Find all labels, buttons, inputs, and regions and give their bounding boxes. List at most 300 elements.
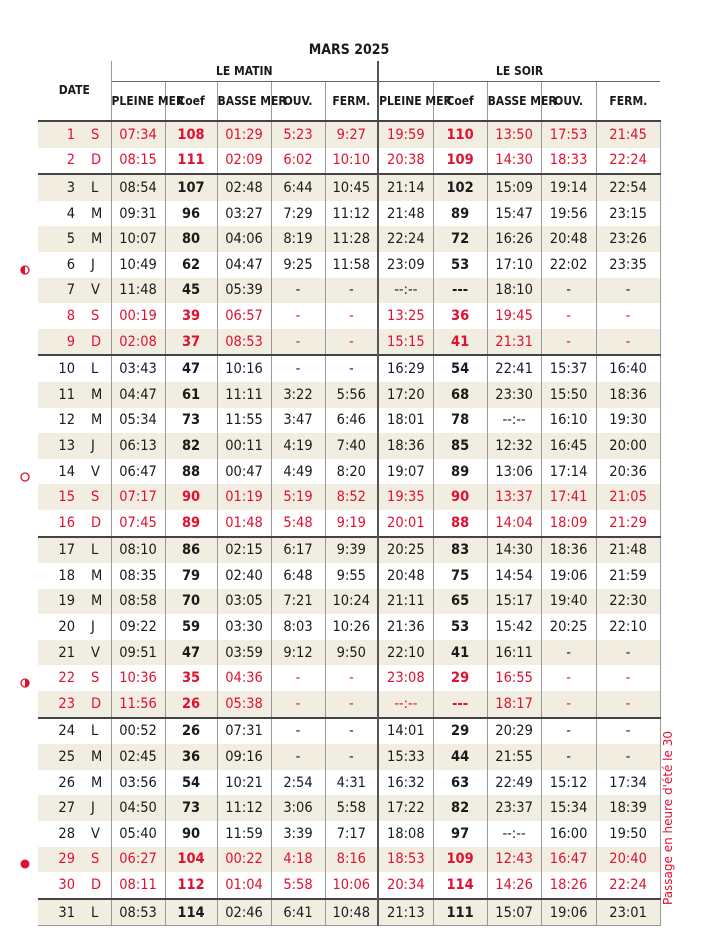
day-cell: 22 (58, 670, 75, 687)
weekday-cell: S (87, 484, 111, 510)
day-cell: 18 (58, 567, 75, 584)
evening-low-tide-cell: 15:47 (487, 201, 541, 227)
evening-low-tide-cell: 21:55 (487, 744, 541, 770)
evening-coef-cell: 53 (433, 252, 487, 278)
morning-low-tide-cell: 03:05 (217, 589, 271, 615)
evening-coef-cell: 54 (433, 355, 487, 382)
day-cell: 30 (58, 877, 75, 894)
morning-close-cell: 7:17 (325, 821, 378, 847)
day-cell: 7 (38, 278, 87, 304)
evening-high-tide-cell: 13:25 (378, 303, 433, 329)
morning-open-cell: 3:06 (271, 795, 325, 821)
evening-high-tide-cell: 18:08 (378, 821, 433, 847)
evening-open-cell: 18:26 (541, 872, 596, 899)
evening-coef-cell: --- (433, 278, 487, 304)
col-coef-matin: Coef (165, 82, 217, 122)
morning-low-tide-cell: 11:55 (217, 408, 271, 434)
morning-low-tide-cell: 10:16 (217, 355, 271, 382)
day-cell: 3 (38, 174, 87, 201)
evening-close-cell: 23:26 (596, 226, 660, 252)
evening-low-tide-cell: --:-- (487, 821, 541, 847)
date-header: DATE (38, 61, 111, 121)
evening-open-cell: 20:48 (541, 226, 596, 252)
morning-low-tide-cell: 00:47 (217, 459, 271, 485)
evening-close-cell: 20:36 (596, 459, 660, 485)
weekday-cell: S (87, 303, 111, 329)
dst-note: Passage en heure d'été le 30 (661, 731, 675, 905)
evening-high-tide-cell: 21:48 (378, 201, 433, 227)
col-ferm-matin: FERM. (325, 82, 378, 122)
table-row (38, 121, 660, 148)
evening-low-tide-cell: 16:55 (487, 665, 541, 691)
tide-table (38, 61, 661, 926)
evening-close-cell: 17:34 (596, 770, 660, 796)
evening-low-tide-cell: 18:10 (487, 278, 541, 304)
morning-coef-cell: 35 (165, 665, 217, 691)
morning-close-cell: - (325, 278, 378, 304)
morning-high-tide-cell: 09:22 (111, 614, 165, 640)
weekday-cell: S (87, 847, 111, 873)
weekday-cell: V (87, 640, 111, 666)
evening-open-cell: 15:12 (541, 770, 596, 796)
evening-high-tide-cell: 17:22 (378, 795, 433, 821)
morning-high-tide-cell: 05:34 (111, 408, 165, 434)
table-row (38, 484, 660, 510)
day-cell: 13 (38, 433, 87, 459)
morning-coef-cell: 86 (165, 537, 217, 564)
evening-coef-cell: --- (433, 691, 487, 718)
day-cell: 12 (58, 412, 75, 429)
morning-open-cell: 8:19 (271, 226, 325, 252)
morning-close-cell: - (325, 665, 378, 691)
morning-low-tide-cell: 02:46 (217, 899, 271, 926)
morning-open-cell: 6:48 (271, 563, 325, 589)
evening-open-cell: 19:40 (541, 589, 596, 615)
weekday-cell: D (87, 148, 111, 175)
morning-coef-cell: 107 (165, 174, 217, 201)
evening-open-cell: - (541, 665, 596, 691)
morning-close-cell: 8:20 (325, 459, 378, 485)
evening-high-tide-cell: 20:25 (378, 537, 433, 564)
evening-close-cell: - (596, 329, 660, 356)
evening-coef-cell: 89 (433, 201, 487, 227)
evening-open-cell: 17:41 (541, 484, 596, 510)
evening-high-tide-cell: 22:10 (378, 640, 433, 666)
morning-open-cell: - (271, 278, 325, 304)
evening-close-cell: 22:54 (596, 174, 660, 201)
morning-open-cell: 5:48 (271, 510, 325, 537)
evening-open-cell: - (541, 691, 596, 718)
table-row (38, 691, 660, 718)
morning-coef-cell: 104 (165, 847, 217, 873)
morning-high-tide-cell: 08:53 (111, 899, 165, 926)
morning-low-tide-cell: 01:29 (217, 121, 271, 148)
day-cell: 19 (38, 589, 87, 615)
morning-low-tide-cell: 11:12 (217, 795, 271, 821)
morning-high-tide-cell: 11:48 (111, 278, 165, 304)
morning-close-cell: 7:40 (325, 433, 378, 459)
evening-open-cell: 18:36 (541, 537, 596, 564)
evening-open-cell: 20:25 (541, 614, 596, 640)
evening-low-tide-cell: 14:04 (487, 510, 541, 537)
weekday-cell: M (87, 226, 111, 252)
evening-close-cell: - (596, 744, 660, 770)
evening-coef-cell: 97 (433, 821, 487, 847)
weekday-cell: J (87, 795, 111, 821)
evening-open-cell: - (541, 303, 596, 329)
morning-close-cell: 9:19 (325, 510, 378, 537)
table-row (38, 329, 660, 356)
evening-coef-cell: 68 (433, 382, 487, 408)
evening-close-cell: - (596, 303, 660, 329)
evening-close-cell: 16:40 (596, 355, 660, 382)
morning-low-tide-cell: 11:59 (217, 821, 271, 847)
day-cell: 8 (66, 307, 75, 324)
evening-low-tide-cell: 13:37 (487, 484, 541, 510)
evening-close-cell: 18:36 (596, 382, 660, 408)
evening-high-tide-cell: 22:24 (378, 226, 433, 252)
morning-open-cell: 7:21 (271, 589, 325, 615)
evening-close-cell: 22:30 (596, 589, 660, 615)
day-cell: 26 (58, 774, 75, 791)
weekday-cell: L (87, 899, 111, 926)
evening-low-tide-cell: 21:31 (487, 329, 541, 356)
day-cell: 2 (66, 152, 75, 169)
table-row (38, 510, 660, 537)
morning-coef-cell: 59 (165, 614, 217, 640)
morning-low-tide-cell: 11:11 (217, 382, 271, 408)
morning-low-tide-cell: 01:48 (217, 510, 271, 537)
morning-open-cell: 4:19 (271, 433, 325, 459)
weekday-cell: M (87, 408, 111, 434)
evening-close-cell: 21:29 (596, 510, 660, 537)
day-cell: 27 (38, 795, 87, 821)
evening-open-cell: - (541, 329, 596, 356)
evening-coef-cell: 75 (433, 563, 487, 589)
day-cell: 24 (38, 718, 87, 745)
table-row (38, 433, 660, 459)
morning-high-tide-cell: 06:13 (111, 433, 165, 459)
weekday-cell: V (87, 278, 111, 304)
morning-close-cell: 9:39 (325, 537, 378, 564)
evening-close-cell: 22:24 (596, 148, 660, 175)
evening-close-cell: 18:39 (596, 795, 660, 821)
evening-low-tide-cell: 23:37 (487, 795, 541, 821)
evening-low-tide-cell: 20:29 (487, 718, 541, 745)
morning-open-cell: 2:54 (271, 770, 325, 796)
morning-low-tide-cell: 08:53 (217, 329, 271, 356)
evening-open-cell: 19:56 (541, 201, 596, 227)
morning-coef-cell: 45 (165, 278, 217, 304)
morning-coef-cell: 39 (165, 303, 217, 329)
table-row (38, 847, 660, 873)
evening-high-tide-cell: 18:01 (378, 408, 433, 434)
evening-low-tide-cell: 14:26 (487, 872, 541, 899)
morning-low-tide-cell: 02:15 (217, 537, 271, 564)
table-row (38, 537, 660, 564)
evening-low-tide-cell: 23:30 (487, 382, 541, 408)
evening-open-cell: - (541, 640, 596, 666)
morning-close-cell: 8:16 (325, 847, 378, 873)
evening-coef-cell: 89 (433, 459, 487, 485)
evening-close-cell: 21:45 (596, 121, 660, 148)
morning-low-tide-cell: 09:16 (217, 744, 271, 770)
evening-open-cell: 19:06 (541, 899, 596, 926)
evening-high-tide-cell: 15:15 (378, 329, 433, 356)
morning-open-cell: 6:41 (271, 899, 325, 926)
day-cell: 23 (38, 691, 87, 718)
morning-close-cell: 10:26 (325, 614, 378, 640)
evening-open-cell: 15:34 (541, 795, 596, 821)
evening-high-tide-cell: 23:09 (378, 252, 433, 278)
evening-high-tide-cell: --:-- (378, 691, 433, 718)
morning-header: LE MATIN (111, 61, 378, 82)
morning-open-cell: 3:39 (271, 821, 325, 847)
evening-coef-cell: 63 (433, 770, 487, 796)
day-cell: 9 (38, 329, 87, 356)
morning-open-cell: - (271, 718, 325, 745)
weekday-cell: V (87, 459, 111, 485)
evening-close-cell: 21:05 (596, 484, 660, 510)
evening-high-tide-cell: 20:01 (378, 510, 433, 537)
morning-coef-cell: 90 (165, 484, 217, 510)
morning-open-cell: 5:58 (271, 872, 325, 899)
morning-coef-cell: 114 (165, 899, 217, 926)
morning-low-tide-cell: 00:22 (217, 847, 271, 873)
morning-coef-cell: 111 (165, 148, 217, 175)
morning-open-cell: 7:29 (271, 201, 325, 227)
morning-open-cell: 4:49 (271, 459, 325, 485)
weekday-cell: S (87, 665, 111, 691)
weekday-cell: D (87, 510, 111, 537)
evening-low-tide-cell: 17:10 (487, 252, 541, 278)
morning-close-cell: 9:27 (325, 121, 378, 148)
evening-close-cell: 22:24 (596, 872, 660, 899)
evening-close-cell: 23:01 (596, 899, 660, 926)
new-moon-icon (20, 854, 30, 864)
morning-open-cell: - (271, 665, 325, 691)
morning-close-cell: 5:56 (325, 382, 378, 408)
morning-close-cell: - (325, 329, 378, 356)
day-cell: 17 (38, 537, 87, 564)
col-pleine-mer-soir: PLEINE MER (378, 82, 433, 122)
morning-low-tide-cell: 04:47 (217, 252, 271, 278)
table-row (38, 278, 660, 304)
table-row (38, 744, 660, 770)
morning-low-tide-cell: 01:19 (217, 484, 271, 510)
evening-high-tide-cell: 20:38 (378, 148, 433, 175)
morning-low-tide-cell: 01:04 (217, 872, 271, 899)
evening-low-tide-cell: 13:50 (487, 121, 541, 148)
morning-close-cell: 11:12 (325, 201, 378, 227)
table-row (38, 640, 660, 666)
morning-low-tide-cell: 03:59 (217, 640, 271, 666)
morning-close-cell: 10:10 (325, 148, 378, 175)
weekday-cell: J (87, 614, 111, 640)
morning-close-cell: 10:45 (325, 174, 378, 201)
morning-low-tide-cell: 03:30 (217, 614, 271, 640)
evening-low-tide-cell: 22:41 (487, 355, 541, 382)
evening-low-tide-cell: 15:09 (487, 174, 541, 201)
morning-coef-cell: 61 (165, 382, 217, 408)
morning-low-tide-cell: 02:09 (217, 148, 271, 175)
col-ferm-soir: FERM. (596, 82, 660, 122)
day-cell: 6 (66, 256, 75, 273)
evening-coef-cell: 82 (433, 795, 487, 821)
page-title: MARS 2025 (308, 42, 390, 58)
morning-open-cell: 6:02 (271, 148, 325, 175)
evening-high-tide-cell: 20:34 (378, 872, 433, 899)
col-basse-mer-soir: BASSE MER (487, 82, 541, 122)
weekday-cell: D (87, 329, 111, 356)
morning-close-cell: - (325, 303, 378, 329)
morning-close-cell: 5:58 (325, 795, 378, 821)
evening-close-cell: - (596, 640, 660, 666)
evening-coef-cell: 44 (433, 744, 487, 770)
evening-high-tide-cell: 23:08 (378, 665, 433, 691)
morning-low-tide-cell: 05:38 (217, 691, 271, 718)
evening-low-tide-cell: 12:32 (487, 433, 541, 459)
evening-open-cell: 18:33 (541, 148, 596, 175)
evening-low-tide-cell: 22:49 (487, 770, 541, 796)
weekday-cell: L (87, 174, 111, 201)
evening-open-cell: - (541, 278, 596, 304)
morning-close-cell: 11:58 (325, 252, 378, 278)
morning-coef-cell: 73 (165, 795, 217, 821)
evening-open-cell: 18:09 (541, 510, 596, 537)
morning-coef-cell: 79 (165, 563, 217, 589)
day-cell: 14 (58, 463, 75, 480)
morning-coef-cell: 112 (165, 872, 217, 899)
morning-coef-cell: 54 (165, 770, 217, 796)
morning-open-cell: 3:47 (271, 408, 325, 434)
morning-coef-cell: 90 (165, 821, 217, 847)
day-cell: 16 (58, 514, 75, 531)
morning-close-cell: - (325, 691, 378, 718)
table-row (38, 382, 660, 408)
morning-high-tide-cell: 08:11 (111, 872, 165, 899)
table-row (38, 770, 660, 796)
evening-close-cell: - (596, 665, 660, 691)
morning-high-tide-cell: 09:31 (111, 201, 165, 227)
evening-high-tide-cell: 19:35 (378, 484, 433, 510)
day-cell: 11 (38, 382, 87, 408)
evening-coef-cell: 53 (433, 614, 487, 640)
evening-coef-cell: 29 (433, 718, 487, 745)
morning-open-cell: 8:03 (271, 614, 325, 640)
morning-open-cell: 5:23 (271, 121, 325, 148)
evening-close-cell: 22:10 (596, 614, 660, 640)
morning-close-cell: - (325, 744, 378, 770)
evening-close-cell: 21:48 (596, 537, 660, 564)
morning-high-tide-cell: 02:08 (111, 329, 165, 356)
morning-coef-cell: 70 (165, 589, 217, 615)
evening-low-tide-cell: 15:07 (487, 899, 541, 926)
evening-coef-cell: 110 (433, 121, 487, 148)
evening-high-tide-cell: 21:36 (378, 614, 433, 640)
evening-close-cell: - (596, 691, 660, 718)
morning-coef-cell: 96 (165, 201, 217, 227)
table-row (38, 303, 660, 329)
table-row (38, 408, 660, 434)
day-cell: 15 (38, 484, 87, 510)
table-row (38, 614, 660, 640)
morning-open-cell: - (271, 303, 325, 329)
morning-high-tide-cell: 08:15 (111, 148, 165, 175)
day-cell: 10 (38, 355, 87, 382)
morning-low-tide-cell: 10:21 (217, 770, 271, 796)
evening-close-cell: 19:30 (596, 408, 660, 434)
day-cell: 25 (38, 744, 87, 770)
weekday-cell: M (87, 770, 111, 796)
evening-low-tide-cell: 14:30 (487, 148, 541, 175)
first-quarter-moon-icon (20, 260, 30, 270)
weekday-cell: M (87, 589, 111, 615)
evening-close-cell: 20:00 (596, 433, 660, 459)
weekday-cell: J (87, 252, 111, 278)
weekday-cell: D (87, 872, 111, 899)
evening-coef-cell: 111 (433, 899, 487, 926)
day-cell: 31 (38, 899, 87, 926)
morning-coef-cell: 88 (165, 459, 217, 485)
evening-open-cell: 15:37 (541, 355, 596, 382)
morning-open-cell: 9:25 (271, 252, 325, 278)
evening-low-tide-cell: --:-- (487, 408, 541, 434)
morning-high-tide-cell: 07:17 (111, 484, 165, 510)
evening-coef-cell: 88 (433, 510, 487, 537)
table-row (38, 563, 660, 589)
morning-low-tide-cell: 02:48 (217, 174, 271, 201)
evening-high-tide-cell: 19:07 (378, 459, 433, 485)
weekday-cell: M (87, 744, 111, 770)
evening-high-tide-cell: 20:48 (378, 563, 433, 589)
evening-coef-cell: 78 (433, 408, 487, 434)
col-ouv-matin: OUV. (271, 82, 325, 122)
morning-close-cell: - (325, 355, 378, 382)
morning-low-tide-cell: 06:57 (217, 303, 271, 329)
morning-high-tide-cell: 10:49 (111, 252, 165, 278)
table-row (38, 459, 660, 485)
morning-close-cell: 11:28 (325, 226, 378, 252)
table-row (38, 148, 660, 175)
morning-open-cell: - (271, 691, 325, 718)
morning-high-tide-cell: 07:34 (111, 121, 165, 148)
morning-coef-cell: 47 (165, 640, 217, 666)
evening-high-tide-cell: --:-- (378, 278, 433, 304)
evening-coef-cell: 41 (433, 640, 487, 666)
evening-low-tide-cell: 13:06 (487, 459, 541, 485)
morning-coef-cell: 47 (165, 355, 217, 382)
evening-close-cell: 23:35 (596, 252, 660, 278)
evening-low-tide-cell: 15:42 (487, 614, 541, 640)
morning-close-cell: 10:48 (325, 899, 378, 926)
evening-low-tide-cell: 12:43 (487, 847, 541, 873)
evening-high-tide-cell: 21:11 (378, 589, 433, 615)
morning-close-cell: 9:50 (325, 640, 378, 666)
morning-high-tide-cell: 04:47 (111, 382, 165, 408)
weekday-cell: L (87, 718, 111, 745)
weekday-cell: V (87, 821, 111, 847)
morning-close-cell: - (325, 718, 378, 745)
morning-high-tide-cell: 10:07 (111, 226, 165, 252)
morning-high-tide-cell: 03:43 (111, 355, 165, 382)
evening-coef-cell: 41 (433, 329, 487, 356)
table-row (38, 174, 660, 201)
morning-high-tide-cell: 10:36 (111, 665, 165, 691)
morning-high-tide-cell: 08:35 (111, 563, 165, 589)
morning-high-tide-cell: 00:19 (111, 303, 165, 329)
morning-low-tide-cell: 04:06 (217, 226, 271, 252)
